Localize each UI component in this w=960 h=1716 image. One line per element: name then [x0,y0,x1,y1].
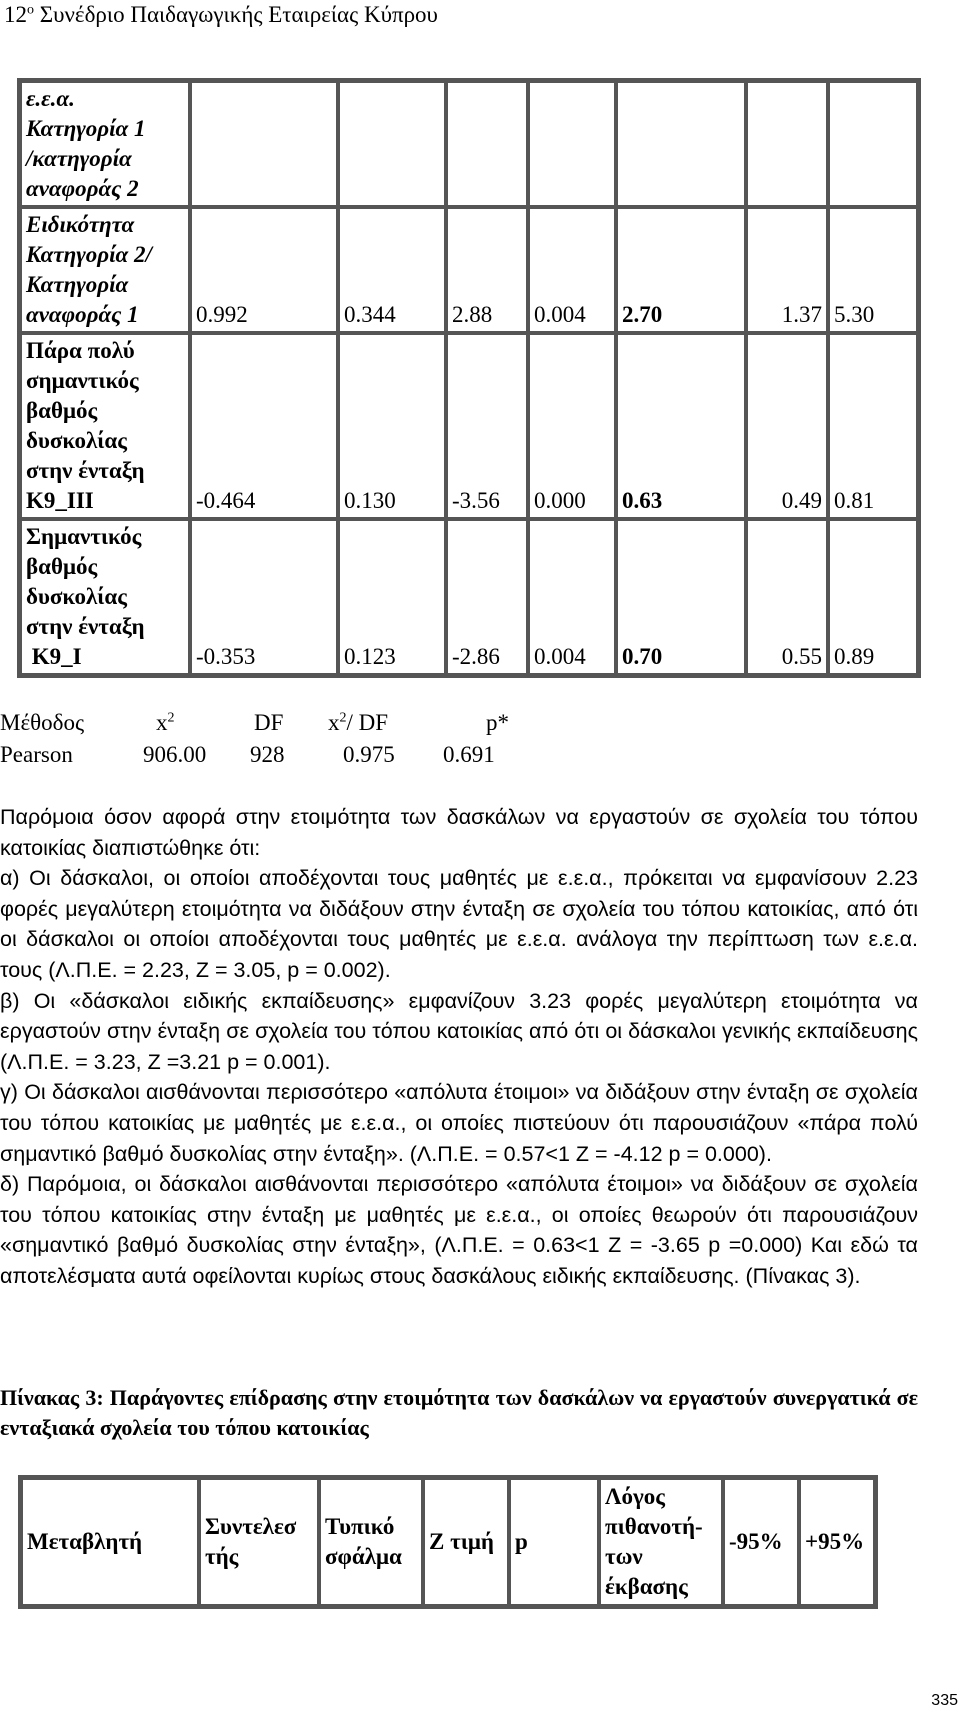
finding-c: γ) Οι δάσκαλοι αισθάνονται περισσότερο «απόλυτα έτοιμοι» να διδάξουν στην ένταξη σε σχολεία του τόπου κατοικίας με μαθητές με ε.ε.α., οι οποίες πιστεύουν ότι παρουσιάζουν «πάρα πολύ σημαντικό βαθμό δυσκολίας στην ένταξη». (Λ.Π.Ε. = 0.57<1 Ζ = -4.12 p = 0.000). [0,1080,918,1166]
finding-a: α) Οι δάσκαλοι, οι οποίοι αποδέχονται τους μαθητές με ε.ε.α., πρόκειται να εμφανίσουν 2.23 φορές μεγαλύτερη ετοιμότητα να διδάξουν στην ένταξη σε σχολεία του τόπου κατοικίας, από ότι οι δάσκαλοι οι οποίοι αποδέχονται τους μαθητές με ε.ε.α. ανάλογα την περίπτωση των ε.ε.α. τους (Λ.Π.Ε. = 2.23, Ζ = 3.05, p = 0.002). [0,866,918,982]
stats-ratio-value: 0.975 [343,742,395,767]
conference-title: Συνέδριο Παιδαγωγικής Εταιρείας Κύπρου [39,2,438,27]
table1-cell-upper-95 [828,81,918,207]
results-text [0,802,918,1292]
table1-cell-upper-95: 0.81 [828,333,918,519]
stats-chi-header: $x^2$ [156,710,175,735]
table1-cell-lower-95 [746,81,828,207]
table1-cell-odds-ratio: 0.63 [616,333,746,519]
table1-row-label: ε.ε.α. Κατηγορία 1 /κατηγορία αναφοράς 2 [20,81,190,207]
table3-header-row [21,1478,875,1606]
table3-header-coefficient: Συντελεσ τής [199,1478,319,1606]
stats-df-header: DF [254,710,284,735]
table1-cell-coefficient: -0.464 [190,333,338,519]
table1-cell-z-value [446,81,528,207]
table1-cell-upper-95: 0.89 [828,519,918,675]
table1-cell-coefficient: -0.353 [190,519,338,675]
table1-cell-odds-ratio: 0.70 [616,519,746,675]
stats-method-header: Μέθοδος [0,710,85,735]
stats-chi-value: 906.00 [143,742,207,767]
table1-cell-upper-95: 5.30 [828,207,918,333]
table3-header-z: Ζ τιμή [423,1478,509,1606]
stats-method-value: Pearson [0,742,73,767]
table3-caption: Πίνακας 3: Παράγοντες επίδρασης στην ετοιμότητα των δασκάλων να εργαστούν συνεργατικά σε ενταξιακά σχολεία του τόπου κατοικίας [0,1385,918,1440]
table3-header-odds-ratio: Λόγος πιθανοτή- των έκβασης [599,1478,723,1606]
table1-cell-lower-95: 1.37 [746,207,828,333]
finding-b: β) Οι «δάσκαλοι ειδικής εκπαίδευσης» εμφανίζουν 3.23 φορές μεγαλύτερη ετοιμότητα να εργαστούν στην ένταξη σε σχολεία του τόπου κατοικίας από ότι οι δάσκαλοι γενικής εκπαίδευσης (Λ.Π.Ε. = 3.23, Ζ =3.21 p = 0.001). [0,988,918,1074]
regression-table-continued [17,78,921,678]
table1-cell-p-value: 0.000 [528,333,616,519]
table1-cell-z-value: -2.86 [446,519,528,675]
table3-header-p: p [509,1478,599,1606]
finding-d: δ) Παρόμοια, οι δάσκαλοι αισθάνονται περισσότερο «απόλυτα έτοιμοι» να διδάξουν σε σχολεία του τόπου κατοικίας στην ένταξη με μαθητές με ε.ε.α., οι οποίες θεωρούν ότι παρουσιάζουν «σημαντικό βαθμό δυσκολίας στην ένταξη», (Λ.Π.Ε. = 0.63<1 Ζ = -3.65 p =0.000) Και εδώ τα αποτελέσματα αυτά οφείλονται κυρίως στους δασκάλους ειδικής εκπαίδευσης. (Πίνακας 3). [0,1172,918,1288]
table1-row-label: Σημαντικός βαθμός δυσκολίας στην ένταξη Κ9_Ι [20,519,190,675]
table1-row [20,519,918,675]
table1-cell-z-value: -3.56 [446,333,528,519]
stats-p-header: p* [486,710,509,735]
table1-cell-lower-95: 0.55 [746,519,828,675]
table1-cell-coefficient [190,81,338,207]
running-header [4,2,438,28]
table1-cell-p-value: 0.004 [528,207,616,333]
table1-cell-z-value: 2.88 [446,207,528,333]
conference-number-superscript: ο [27,2,34,18]
table1-row [20,81,918,207]
table1-cell-standard-error: 0.130 [338,333,446,519]
table1-cell-coefficient: 0.992 [190,207,338,333]
conference-number: 12 [4,2,27,27]
stats-ratio-header: $x^2/$ DF [328,710,389,735]
table3 [18,1475,878,1609]
table1-cell-p-value [528,81,616,207]
stats-p-value: 0.691 [443,742,495,767]
page-number: 335 [931,1692,958,1709]
stats-df-value: 928 [250,742,285,767]
table1-cell-p-value: 0.004 [528,519,616,675]
table1-cell-standard-error [338,81,446,207]
table1-cell-odds-ratio [616,81,746,207]
table1-cell-odds-ratio: 2.70 [616,207,746,333]
table1-cell-standard-error: 0.123 [338,519,446,675]
table3-header-variable: Μεταβλητή [21,1478,199,1606]
table3-header-standard-error: Τυπικό σφάλμα [319,1478,423,1606]
table1-cell-lower-95: 0.49 [746,333,828,519]
table1-row [20,207,918,333]
table1-cell-standard-error: 0.344 [338,207,446,333]
results-intro: Παρόμοια όσον αφορά στην ετοιμότητα των δασκάλων να εργαστούν σε σχολεία του τόπου κατοικίας διαπιστώθηκε ότι: [0,805,918,860]
table3-header-upper-95: +95% [799,1478,875,1606]
table3-header-lower-95: -95% [723,1478,799,1606]
table1-row [20,333,918,519]
table1-row-label: Ειδικότητα Κατηγορία 2/ Κατηγορία αναφοράς 1 [20,207,190,333]
table1-row-label: Πάρα πολύ σημαντικός βαθμός δυσκολίας στην ένταξη Κ9_ΙΙΙ [20,333,190,519]
